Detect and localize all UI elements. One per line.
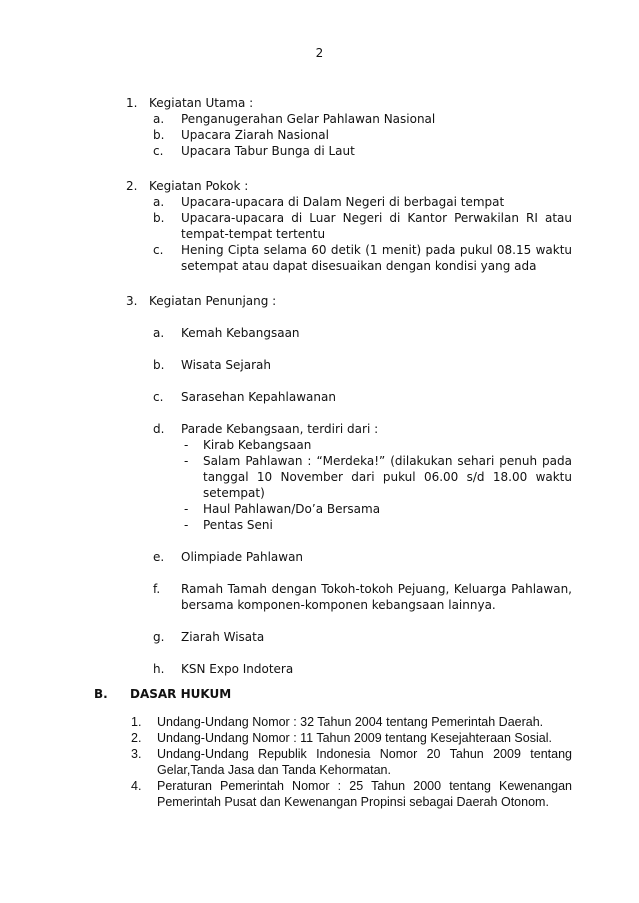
- dash-bullet: -: [184, 502, 189, 516]
- sub-label: h.: [153, 662, 165, 676]
- dash-text: Haul Pahlawan/Do’a Bersama: [203, 502, 381, 516]
- law-text: Peraturan Pemerintah Nomor : 25 Tahun 2000 tentang Kewenangan Pemerintah Pusat dan Kewenangan Propinsi sebagai Daerah Otonom.: [157, 779, 572, 809]
- sub-label: b.: [153, 128, 165, 142]
- law-text: Undang-Undang Nomor : 11 Tahun 2009 tentang Kesejahteraan Sosial.: [157, 731, 552, 745]
- dash-bullet: -: [184, 438, 189, 452]
- sub-item: [0, 143, 639, 159]
- sub-item: [0, 325, 639, 341]
- sub-label: g.: [153, 630, 165, 644]
- sub-item: [0, 661, 639, 677]
- sub-item: [0, 549, 639, 565]
- list-number: 3.: [126, 294, 138, 308]
- list-number: 2.: [126, 179, 138, 193]
- law-number: 2.: [131, 731, 142, 745]
- section-label: B.: [94, 687, 108, 701]
- sub-label: f.: [153, 582, 161, 596]
- law-text: Undang-Undang Republik Indonesia Nomor 20 Tahun 2009 tentang Gelar,Tanda Jasa dan Tanda Kehormatan.: [157, 747, 572, 777]
- law-text: Undang-Undang Nomor : 32 Tahun 2004 tentang Pemerintah Daerah.: [157, 715, 544, 729]
- dash-bullet: -: [184, 454, 189, 468]
- list-item-title: Kegiatan Utama :: [149, 96, 254, 110]
- sub-label: a.: [153, 195, 165, 209]
- sub-text: Upacara Ziarah Nasional: [181, 128, 329, 142]
- sub-text: Sarasehan Kepahlawanan: [181, 390, 336, 404]
- dash-item: [0, 517, 639, 533]
- sub-label: b.: [153, 211, 165, 225]
- law-number: 4.: [131, 779, 142, 793]
- list-item-title: Kegiatan Pokok :: [149, 179, 249, 193]
- sub-item: [0, 194, 639, 210]
- dash-text: Kirab Kebangsaan: [203, 438, 312, 452]
- sub-label: a.: [153, 112, 165, 126]
- sub-label: c.: [153, 144, 164, 158]
- law-number: 3.: [131, 747, 142, 761]
- list-item-kegiatan-utama: [0, 95, 639, 111]
- sub-label: e.: [153, 550, 165, 564]
- law-item: [0, 778, 639, 810]
- document-body: [0, 95, 639, 810]
- sub-text: Olimpiade Pahlawan: [181, 550, 304, 564]
- sub-item: [0, 389, 639, 405]
- sub-item: [0, 127, 639, 143]
- list-item-title: Kegiatan Penunjang :: [149, 294, 277, 308]
- sub-text: Kemah Kebangsaan: [181, 326, 300, 340]
- dash-item: [0, 437, 639, 453]
- sub-text: KSN Expo Indotera: [181, 662, 294, 676]
- sub-label: c.: [153, 390, 164, 404]
- sub-item: [0, 581, 639, 613]
- list-item-kegiatan-pokok: [0, 178, 639, 194]
- sub-item: [0, 111, 639, 127]
- law-item: [0, 714, 639, 730]
- sub-label: b.: [153, 358, 165, 372]
- sub-item: [0, 629, 639, 645]
- law-number: 1.: [131, 715, 142, 729]
- sub-text: Ramah Tamah dengan Tokoh-tokoh Pejuang, Keluarga Pahlawan, bersama komponen-komponen kebangsaan lainnya.: [181, 582, 572, 612]
- sub-label: d.: [153, 422, 165, 436]
- sub-item: [0, 210, 639, 242]
- sub-text: Ziarah Wisata: [181, 630, 265, 644]
- dash-item: [0, 501, 639, 517]
- list-number: 1.: [126, 96, 138, 110]
- sub-text: Upacara-upacara di Dalam Negeri di berbagai tempat: [181, 195, 505, 209]
- sub-text: Hening Cipta selama 60 detik (1 menit) pada pukul 08.15 waktu setempat atau dapat disesuaikan dengan kondisi yang ada: [181, 243, 572, 273]
- dash-text: Salam Pahlawan : “Merdeka!” (dilakukan sehari penuh pada tanggal 10 November dari pukul 06.00 s/d 18.00 waktu setempat): [203, 454, 572, 500]
- sub-text: Parade Kebangsaan, terdiri dari :: [181, 422, 379, 436]
- sub-label: a.: [153, 326, 165, 340]
- sub-text: Upacara-upacara di Luar Negeri di Kantor Perwakilan RI atau tempat-tempat tertentu: [181, 211, 572, 241]
- sub-item: [0, 357, 639, 373]
- section-heading-dasar-hukum: [0, 686, 639, 702]
- sub-text: Wisata Sejarah: [181, 358, 271, 372]
- dash-bullet: -: [184, 518, 189, 532]
- law-item: [0, 730, 639, 746]
- section-title: DASAR HUKUM: [130, 687, 232, 701]
- sub-text: Upacara Tabur Bunga di Laut: [181, 144, 355, 158]
- list-item-kegiatan-penunjang: [0, 293, 639, 309]
- sub-item: [0, 242, 639, 274]
- dash-item: [0, 453, 639, 501]
- sub-text: Penganugerahan Gelar Pahlawan Nasional: [181, 112, 436, 126]
- sub-item: [0, 421, 639, 437]
- page-number: 2: [315, 46, 324, 60]
- sub-label: c.: [153, 243, 164, 257]
- dash-text: Pentas Seni: [203, 518, 273, 532]
- law-item: [0, 746, 639, 778]
